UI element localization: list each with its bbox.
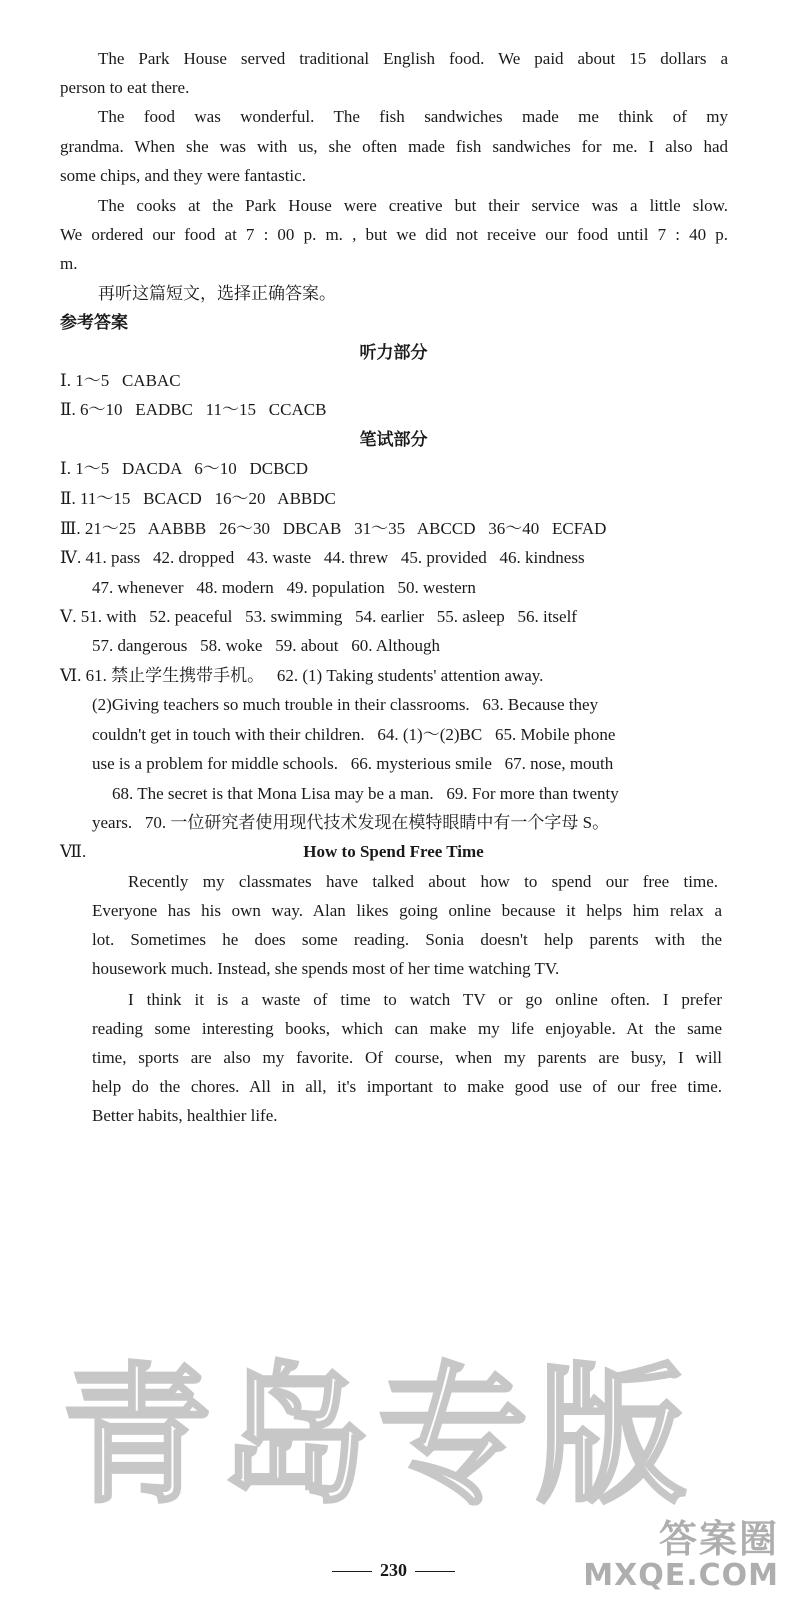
essay-line: lot. Sometimes he does some reading. Sonia doesn't help parents with the [92,930,722,949]
answer-line: Ⅳ. 41. pass 42. dropped 43. waste 44. threw 45. provided 46. kindness [60,548,585,567]
watermark-text: 青岛专版 [62,1350,695,1524]
answer-line: Ⅴ. 51. with 52. peaceful 53. swimming 54. earlier 55. asleep 56. itself [60,607,577,626]
essay-label: Ⅶ. [60,842,87,861]
passage-line: person to eat there. [60,78,190,97]
passage-line: m. [60,254,78,273]
essay-line: help do the chores. All in all, it's important to make good use of our free time. [92,1077,722,1096]
page-dash-left [332,1571,372,1572]
answer-line: Ⅱ. 11～15 BCACD 16～20 ABBDC [60,489,336,508]
passage-line: The cooks at the Park House were creative but their service was a little slow. [98,196,728,215]
answer-line: Ⅵ. 61. 禁止学生携带手机。 62. (1) Taking students' attention away. [60,666,544,685]
answer-line: Ⅰ. 1～5 DACDA 6～10 DCBCD [60,459,309,478]
essay-line: housework much. Instead, she spends most of her time watching TV. [92,959,560,978]
essay-line: time, sports are also my favorite. Of course, when my parents are busy, I will [92,1048,722,1067]
essay-line: Recently my classmates have talked about how to spend our free time. [128,872,718,891]
essay-line: Everyone has his own way. Alan likes going online because it helps him relax a [92,901,722,920]
answer-line: years. 70. 一位研究者使用现代技术发现在模特眼睛中有一个字母 S。 [92,813,610,832]
passage-line: The food was wonderful. The fish sandwiches made me think of my [98,107,728,126]
answer-line: use is a problem for middle schools. 66. mysterious smile 67. nose, mouth [92,754,614,773]
answer-line: 47. whenever 48. modern 49. population 50. western [92,578,476,597]
page-number [0,1560,787,1581]
instruction-text: 再听这篇短文，选择正确答案。 [98,284,336,303]
essay-line: reading some interesting books, which can make my life enjoyable. At the same [92,1019,722,1038]
answer-line: couldn't get in touch with their children. 64. (1)～(2)BC 65. Mobile phone [92,725,616,744]
answer-line: 68. The secret is that Mona Lisa may be a man. 69. For more than twenty [112,784,619,803]
answer-line: 57. dangerous 58. woke 59. about 60. Although [92,636,440,655]
answer-line: Ⅲ. 21～25 AABBB 26～30 DBCAB 31～35 ABCCD 36～40 ECFAD [60,519,607,538]
essay-title: How to Spend Free Time [303,842,484,861]
answer-line: (2)Giving teachers so much trouble in their classrooms. 63. Because they [92,695,599,714]
answers-title: 参考答案 [60,313,128,332]
passage-line: grandma. When she was with us, she often made fish sandwiches for me. I also had [60,137,728,156]
passage-line: The Park House served traditional English food. We paid about 15 dollars a [98,49,728,68]
logo-en-text: MXQE.COM [583,1558,779,1593]
listening-title: 听力部分 [359,343,428,362]
essay-line: Better habits, healthier life. [92,1106,278,1125]
page-number-value: 230 [380,1560,407,1580]
passage-line: some chips, and they were fantastic. [60,166,306,185]
essay-line: I think it is a waste of time to watch TV or go online often. I prefer [128,990,722,1009]
page-dash-right [415,1571,455,1572]
answer-line: Ⅰ. 1～5 CABAC [60,371,181,390]
logo-cn-text: 答案圈 [658,1517,779,1561]
answer-line: Ⅱ. 6～10 EADBC 11～15 CCACB [60,400,327,419]
written-title: 笔试部分 [359,430,428,449]
passage-line: We ordered our food at 7 : 00 p. m. , but we did not receive our food until 7 : 40 p. [60,225,728,244]
